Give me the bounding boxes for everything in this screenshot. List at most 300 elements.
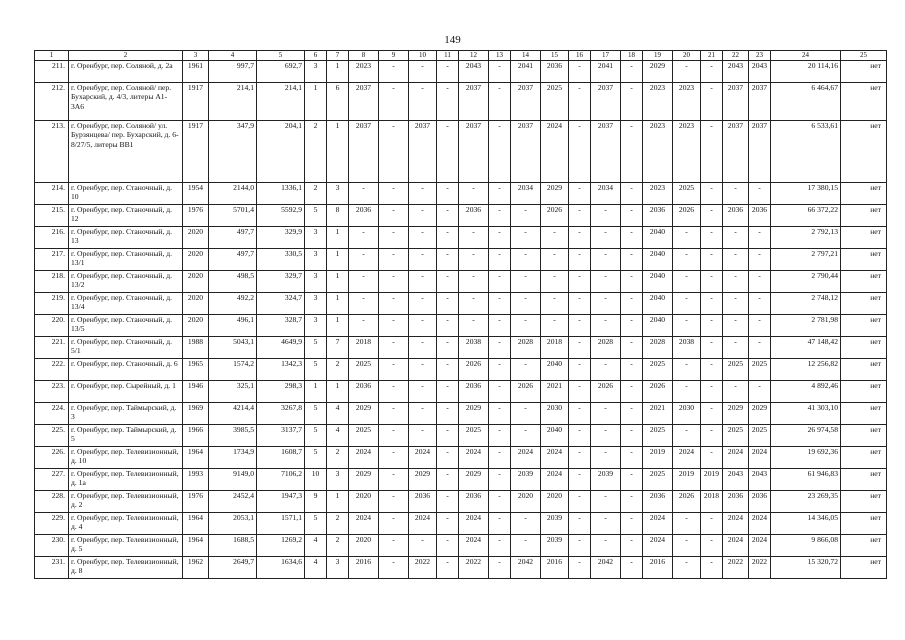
value-cell: - [489,403,511,425]
value-cell: - [591,249,621,271]
value-cell: 2025 [643,359,673,381]
address-cell: г. Оренбург, пер. Телевизионный, д. 1а [69,469,183,491]
value-cell: - [591,425,621,447]
value-cell: - [489,491,511,513]
value-cell: - [701,337,723,359]
value-cell: 2023 [643,83,673,121]
value-cell: - [511,535,541,557]
value-cell: 2025 [749,359,771,381]
column-number-7: 7 [327,51,349,61]
value-cell: 9 [305,491,327,513]
table-row [35,337,887,359]
cost-cell: 6 464,67 [771,83,841,121]
area-cell: 496,1 [209,315,257,337]
value-cell: 2026 [643,381,673,403]
row-number-cell: 212. [35,83,69,121]
value-cell: - [621,359,643,381]
value-cell: 2018 [541,337,569,359]
value-cell: 2037 [459,121,489,183]
value-cell: - [673,381,701,403]
value-cell: 3 [305,315,327,337]
value-cell: 1969 [183,403,209,425]
value-cell: 2036 [349,205,379,227]
value-cell: - [569,359,591,381]
value-cell: - [437,227,459,249]
row-number-cell: 224. [35,403,69,425]
area-cell: 347,9 [209,121,257,183]
value-cell: 1961 [183,61,209,83]
table-row [35,227,887,249]
column-number-23: 23 [749,51,771,61]
column-number-14: 14 [511,51,541,61]
value-cell: - [701,513,723,535]
value-cell: 2028 [591,337,621,359]
value-cell: 2024 [409,513,437,535]
value-cell: - [569,557,591,579]
value-cell: 2 [327,447,349,469]
row-number-cell: 216. [35,227,69,249]
value-cell: - [701,557,723,579]
value-cell: 5 [305,425,327,447]
value-cell: 2029 [723,403,749,425]
value-cell: 2025 [459,425,489,447]
row-number-cell: 217. [35,249,69,271]
cost-cell: 23 269,35 [771,491,841,513]
value-cell: - [673,271,701,293]
area-cell: 204,1 [257,121,305,183]
row-number-cell: 230. [35,535,69,557]
value-cell: - [621,61,643,83]
address-cell: г. Оренбург, пер. Станочный, д. 10 [69,183,183,205]
area-cell: 492,2 [209,293,257,315]
value-cell: - [723,271,749,293]
value-cell: - [437,425,459,447]
value-cell: 2024 [673,447,701,469]
value-cell: 3 [305,293,327,315]
value-cell: - [409,227,437,249]
value-cell: 2026 [459,359,489,381]
value-cell: - [437,293,459,315]
value-cell: 6 [327,83,349,121]
value-cell: 2028 [511,337,541,359]
value-cell: - [621,403,643,425]
table-row [35,359,887,381]
value-cell: 2020 [183,249,209,271]
area-cell: 214,1 [257,83,305,121]
row-number-cell: 211. [35,61,69,83]
value-cell: - [379,469,409,491]
value-cell: - [489,61,511,83]
value-cell: - [701,183,723,205]
address-cell: г. Оренбург, пер. Станочный, д. 13/1 [69,249,183,271]
area-cell: 5043,1 [209,337,257,359]
value-cell: 2018 [701,491,723,513]
column-number-3: 3 [183,51,209,61]
cost-cell: 2 748,12 [771,293,841,315]
value-cell: 2043 [723,469,749,491]
value-cell: 2020 [183,271,209,293]
row-number-cell: 221. [35,337,69,359]
value-cell: - [489,469,511,491]
area-cell: 3267,8 [257,403,305,425]
cost-cell: 4 892,46 [771,381,841,403]
value-cell: 2037 [723,83,749,121]
value-cell: - [409,293,437,315]
column-number-1: 1 [35,51,69,61]
value-cell: 5 [305,447,327,469]
table-row [35,183,887,205]
value-cell: 2024 [349,447,379,469]
value-cell: - [701,447,723,469]
column-number-10: 10 [409,51,437,61]
value-cell: 1964 [183,513,209,535]
value-cell: 2024 [459,447,489,469]
flag-cell: нет [841,469,887,491]
value-cell: - [489,337,511,359]
cost-cell: 9 866,08 [771,535,841,557]
address-cell: г. Оренбург, пер. Станочный, д. 13/2 [69,271,183,293]
value-cell: - [569,83,591,121]
area-cell: 1336,1 [257,183,305,205]
column-number-17: 17 [591,51,621,61]
value-cell: 2024 [409,447,437,469]
row-number-cell: 227. [35,469,69,491]
value-cell: 2036 [459,381,489,403]
value-cell: 2023 [643,183,673,205]
value-cell: 2037 [723,121,749,183]
value-cell: - [379,205,409,227]
column-number-15: 15 [541,51,569,61]
area-cell: 330,5 [257,249,305,271]
value-cell: - [621,447,643,469]
value-cell: - [437,271,459,293]
value-cell: 2020 [541,491,569,513]
value-cell: - [437,557,459,579]
value-cell: - [437,359,459,381]
value-cell: 2042 [591,557,621,579]
value-cell: - [437,535,459,557]
value-cell: 2029 [459,469,489,491]
area-cell: 3137,7 [257,425,305,447]
value-cell: - [569,337,591,359]
value-cell: - [673,425,701,447]
value-cell: - [349,271,379,293]
value-cell: - [701,425,723,447]
row-number-cell: 222. [35,359,69,381]
housing-repair-table [34,50,887,579]
address-cell: г. Оренбург, пер. Станочный, д. 6 [69,359,183,381]
table-row [35,469,887,491]
value-cell: - [349,293,379,315]
area-cell: 4649,9 [257,337,305,359]
table-row [35,447,887,469]
table-row [35,557,887,579]
value-cell: - [379,513,409,535]
value-cell: - [591,271,621,293]
value-cell: 2040 [643,271,673,293]
value-cell: - [621,83,643,121]
table-row [35,249,887,271]
value-cell: 2043 [723,61,749,83]
value-cell: - [701,83,723,121]
value-cell: - [489,183,511,205]
value-cell: - [437,403,459,425]
cost-cell: 47 148,42 [771,337,841,359]
value-cell: 2024 [511,447,541,469]
value-cell: - [489,315,511,337]
value-cell: - [591,403,621,425]
value-cell: 2024 [459,535,489,557]
address-cell: г. Оренбург, пер. Телевизионный, д. 10 [69,447,183,469]
cost-cell: 20 114,16 [771,61,841,83]
row-number-cell: 213. [35,121,69,183]
value-cell: - [459,315,489,337]
table-row [35,121,887,183]
column-number-row [35,51,887,61]
value-cell: 2023 [673,83,701,121]
value-cell: - [511,315,541,337]
value-cell: 2037 [749,121,771,183]
address-cell: г. Оренбург, пер. Таймырский, д. 3 [69,403,183,425]
value-cell: 2036 [749,205,771,227]
value-cell: - [591,205,621,227]
value-cell: - [591,359,621,381]
value-cell: 1 [305,381,327,403]
value-cell: - [511,359,541,381]
row-number-cell: 218. [35,271,69,293]
value-cell: - [621,425,643,447]
column-number-4: 4 [209,51,257,61]
value-cell: - [749,183,771,205]
value-cell: - [569,121,591,183]
area-cell: 2144,0 [209,183,257,205]
value-cell: 2025 [723,425,749,447]
value-cell: - [511,403,541,425]
value-cell: 2023 [349,61,379,83]
value-cell: - [749,337,771,359]
column-number-5: 5 [257,51,305,61]
value-cell: 2020 [511,491,541,513]
flag-cell: нет [841,315,887,337]
value-cell: 4 [327,425,349,447]
value-cell: 2 [305,183,327,205]
cost-cell: 17 380,15 [771,183,841,205]
value-cell: - [379,271,409,293]
cost-cell: 19 692,36 [771,447,841,469]
cost-cell: 61 946,83 [771,469,841,491]
value-cell: 2036 [643,205,673,227]
value-cell: 4 [327,403,349,425]
value-cell: - [701,227,723,249]
value-cell: - [379,121,409,183]
column-number-24: 24 [771,51,841,61]
value-cell: 2030 [673,403,701,425]
value-cell: 2019 [701,469,723,491]
value-cell: - [379,61,409,83]
value-cell: - [541,315,569,337]
column-number-6: 6 [305,51,327,61]
value-cell: - [673,227,701,249]
value-cell: - [701,293,723,315]
value-cell: - [723,249,749,271]
value-cell: - [569,425,591,447]
value-cell: - [569,249,591,271]
address-cell: г. Оренбург, пер. Сырейный, д. 1 [69,381,183,403]
value-cell: - [621,271,643,293]
value-cell: 5 [305,337,327,359]
value-cell: 1 [327,61,349,83]
value-cell: - [621,249,643,271]
value-cell: - [489,227,511,249]
table-row [35,403,887,425]
value-cell: 2025 [723,359,749,381]
value-cell: 2020 [183,227,209,249]
table-row [35,315,887,337]
table-body [35,61,887,579]
value-cell: - [409,403,437,425]
value-cell: 2028 [643,337,673,359]
value-cell: - [569,381,591,403]
table-row [35,425,887,447]
value-cell: 5 [305,359,327,381]
value-cell: - [437,381,459,403]
value-cell: - [591,491,621,513]
value-cell: 3 [305,249,327,271]
value-cell: 2037 [749,83,771,121]
cost-cell: 14 346,05 [771,513,841,535]
value-cell: - [569,535,591,557]
flag-cell: нет [841,293,887,315]
area-cell: 997,7 [209,61,257,83]
value-cell: 2026 [591,381,621,403]
area-cell: 2452,4 [209,491,257,513]
value-cell: - [591,447,621,469]
value-cell: - [489,425,511,447]
value-cell: - [379,535,409,557]
value-cell: 2037 [511,121,541,183]
area-cell: 298,3 [257,381,305,403]
flag-cell: нет [841,491,887,513]
row-number-cell: 219. [35,293,69,315]
column-number-25: 25 [841,51,887,61]
value-cell: 2024 [541,121,569,183]
value-cell: 2025 [673,183,701,205]
row-number-cell: 229. [35,513,69,535]
value-cell: - [591,513,621,535]
value-cell: 2039 [541,513,569,535]
value-cell: - [541,249,569,271]
value-cell: 5 [305,403,327,425]
table-row [35,205,887,227]
cost-cell: 6 533,61 [771,121,841,183]
value-cell: 2037 [591,83,621,121]
value-cell: - [621,205,643,227]
value-cell: 2036 [723,205,749,227]
value-cell: - [701,271,723,293]
value-cell: - [701,61,723,83]
cost-cell: 2 781,98 [771,315,841,337]
value-cell: 2025 [349,425,379,447]
value-cell: - [541,227,569,249]
address-cell: г. Оренбург, пер. Соляной/ пер. Бухарский, д. 4/3, литеры А1-3А6 [69,83,183,121]
value-cell: - [459,293,489,315]
area-cell: 1734,9 [209,447,257,469]
address-cell: г. Оренбург, пер. Телевизионный, д. 8 [69,557,183,579]
value-cell: - [569,491,591,513]
value-cell: - [489,447,511,469]
value-cell: - [379,359,409,381]
value-cell: - [409,183,437,205]
value-cell: - [591,315,621,337]
value-cell: 1976 [183,205,209,227]
value-cell: 2037 [511,83,541,121]
value-cell: - [723,315,749,337]
value-cell: 8 [327,205,349,227]
flag-cell: нет [841,513,887,535]
value-cell: - [749,315,771,337]
value-cell: - [437,183,459,205]
address-cell: г. Оренбург, пер. Станочный, д. 13 [69,227,183,249]
value-cell: 2023 [673,121,701,183]
area-cell: 5592,9 [257,205,305,227]
area-cell: 2649,7 [209,557,257,579]
column-number-18: 18 [621,51,643,61]
flag-cell: нет [841,381,887,403]
value-cell: 2036 [409,491,437,513]
value-cell: - [541,293,569,315]
value-cell: - [437,83,459,121]
value-cell: - [749,249,771,271]
row-number-cell: 214. [35,183,69,205]
value-cell: 2026 [673,491,701,513]
row-number-cell: 226. [35,447,69,469]
value-cell: 5 [305,513,327,535]
value-cell: 2024 [749,513,771,535]
value-cell: - [379,227,409,249]
value-cell: - [569,61,591,83]
value-cell: - [409,315,437,337]
value-cell: 2040 [541,425,569,447]
value-cell: - [379,337,409,359]
value-cell: - [701,359,723,381]
value-cell: 2037 [591,121,621,183]
flag-cell: нет [841,183,887,205]
value-cell: - [379,293,409,315]
value-cell: - [459,271,489,293]
value-cell: - [459,183,489,205]
value-cell: 2039 [591,469,621,491]
value-cell: 3 [327,183,349,205]
column-number-21: 21 [701,51,723,61]
area-cell: 1571,1 [257,513,305,535]
value-cell: - [409,535,437,557]
cost-cell: 2 797,21 [771,249,841,271]
value-cell: 2029 [349,469,379,491]
value-cell: - [437,513,459,535]
value-cell: - [569,447,591,469]
value-cell: - [723,337,749,359]
value-cell: 2024 [459,513,489,535]
value-cell: - [511,271,541,293]
row-number-cell: 220. [35,315,69,337]
value-cell: 2037 [459,83,489,121]
value-cell: 1976 [183,491,209,513]
value-cell: 2022 [409,557,437,579]
value-cell: 2022 [723,557,749,579]
value-cell: 2034 [591,183,621,205]
column-number-16: 16 [569,51,591,61]
value-cell: 2040 [643,249,673,271]
